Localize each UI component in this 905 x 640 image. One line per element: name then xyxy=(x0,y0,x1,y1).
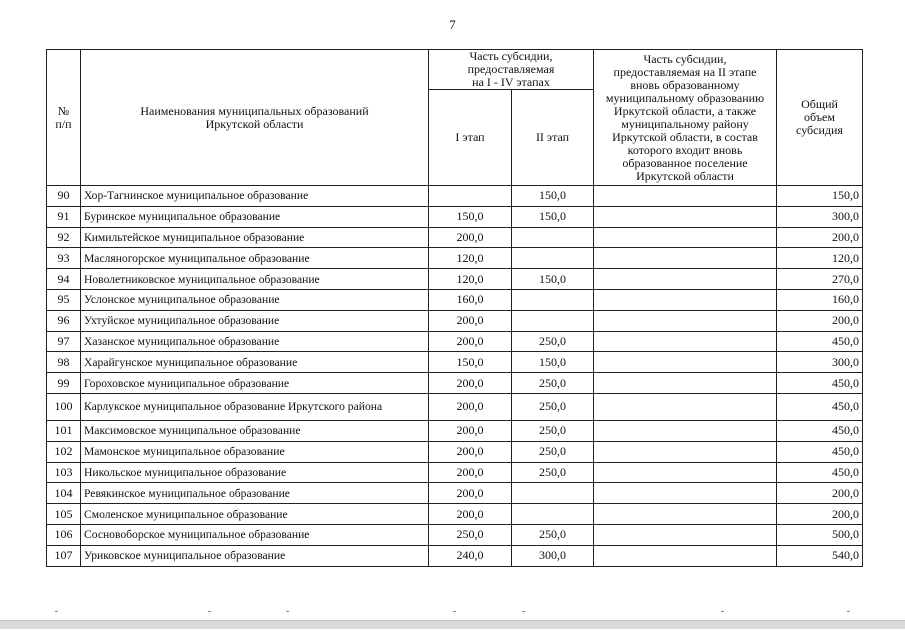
row-number: 92 xyxy=(47,227,81,248)
row-municipality-name: Никольское муниципальное образование xyxy=(81,462,429,483)
row-new-formation-value xyxy=(594,462,777,483)
row-total-value: 300,0 xyxy=(777,352,863,373)
row-stage-2-value: 150,0 xyxy=(512,206,594,227)
row-municipality-name: Мамонское муниципальное образование xyxy=(81,441,429,462)
table-row xyxy=(47,524,863,545)
row-total-value: 450,0 xyxy=(777,373,863,394)
row-stage-1-value: 200,0 xyxy=(429,462,512,483)
row-stage-2-value xyxy=(512,483,594,504)
row-number: 98 xyxy=(47,352,81,373)
row-total-value: 450,0 xyxy=(777,441,863,462)
row-municipality-name: Хор-Тагнинское муниципальное образование xyxy=(81,186,429,207)
row-stage-1-value: 200,0 xyxy=(429,504,512,525)
table-row xyxy=(47,310,863,331)
row-new-formation-value xyxy=(594,441,777,462)
row-new-formation-value xyxy=(594,373,777,394)
header-new-formation-part: Часть субсидии, предоставляемая на II этапе вновь образованному муниципальному образованию Иркутской области, а также муниципальному району Иркутской области, в состав которого входит вновь образованное поселение Иркутской области xyxy=(594,50,777,186)
header-total: Общий объем субсидия xyxy=(777,50,863,186)
row-municipality-name: Максимовское муниципальное образование xyxy=(81,420,429,441)
row-stage-2-value: 250,0 xyxy=(512,393,594,420)
scan-bottom-edge xyxy=(0,620,905,629)
row-municipality-name: Масляногорское муниципальное образование xyxy=(81,248,429,269)
page-number: 7 xyxy=(449,17,456,32)
row-stage-2-value: 150,0 xyxy=(512,269,594,290)
row-number: 95 xyxy=(47,289,81,310)
row-total-value: 450,0 xyxy=(777,331,863,352)
row-stage-2-value xyxy=(512,310,594,331)
table-row xyxy=(47,289,863,310)
row-stage-2-value xyxy=(512,504,594,525)
row-new-formation-value xyxy=(594,483,777,504)
row-number: 90 xyxy=(47,186,81,207)
row-stage-2-value: 250,0 xyxy=(512,441,594,462)
table-row xyxy=(47,248,863,269)
row-total-value: 200,0 xyxy=(777,227,863,248)
row-total-value: 300,0 xyxy=(777,206,863,227)
row-new-formation-value xyxy=(594,206,777,227)
table-row xyxy=(47,269,863,290)
header-stages-part: Часть субсидии, предоставляемая на I - IV этапах xyxy=(429,50,594,90)
row-municipality-name: Услонское муниципальное образование xyxy=(81,289,429,310)
row-number: 97 xyxy=(47,331,81,352)
table-row xyxy=(47,373,863,394)
row-stage-1-value: 240,0 xyxy=(429,545,512,566)
row-total-value: 150,0 xyxy=(777,186,863,207)
row-municipality-name: Ухтуйское муниципальное образование xyxy=(81,310,429,331)
row-total-value: 200,0 xyxy=(777,504,863,525)
row-new-formation-value xyxy=(594,310,777,331)
row-new-formation-value xyxy=(594,504,777,525)
row-number: 94 xyxy=(47,269,81,290)
row-number: 102 xyxy=(47,441,81,462)
row-total-value: 270,0 xyxy=(777,269,863,290)
row-total-value: 200,0 xyxy=(777,310,863,331)
row-total-value: 450,0 xyxy=(777,393,863,420)
table-row xyxy=(47,483,863,504)
row-new-formation-value xyxy=(594,331,777,352)
table-row xyxy=(47,393,863,420)
table-row xyxy=(47,504,863,525)
row-municipality-name: Уриковское муниципальное образование xyxy=(81,545,429,566)
row-new-formation-value xyxy=(594,524,777,545)
row-municipality-name: Гороховское муниципальное образование xyxy=(81,373,429,394)
row-municipality-name: Новолетниковское муниципальное образование xyxy=(81,269,429,290)
row-number: 103 xyxy=(47,462,81,483)
row-number: 99 xyxy=(47,373,81,394)
row-municipality-name: Смоленское муниципальное образование xyxy=(81,504,429,525)
row-stage-1-value: 200,0 xyxy=(429,373,512,394)
table-row xyxy=(47,227,863,248)
table-row xyxy=(47,441,863,462)
table-row xyxy=(47,331,863,352)
row-number: 91 xyxy=(47,206,81,227)
row-stage-2-value: 250,0 xyxy=(512,420,594,441)
row-new-formation-value xyxy=(594,186,777,207)
row-total-value: 200,0 xyxy=(777,483,863,504)
row-number: 100 xyxy=(47,393,81,420)
row-total-value: 540,0 xyxy=(777,545,863,566)
row-municipality-name: Харайгунское муниципальное образование xyxy=(81,352,429,373)
row-stage-2-value: 150,0 xyxy=(512,186,594,207)
row-stage-2-value: 250,0 xyxy=(512,331,594,352)
table-row xyxy=(47,186,863,207)
header-name: Наименования муниципальных образований Иркутской области xyxy=(81,50,429,186)
row-municipality-name: Кимильтейское муниципальное образование xyxy=(81,227,429,248)
row-municipality-name: Карлукское муниципальное образование Иркутского района xyxy=(81,393,429,420)
table-row xyxy=(47,206,863,227)
row-stage-2-value xyxy=(512,289,594,310)
row-total-value: 500,0 xyxy=(777,524,863,545)
row-number: 106 xyxy=(47,524,81,545)
row-municipality-name: Сосновоборское муниципальное образование xyxy=(81,524,429,545)
row-stage-2-value: 300,0 xyxy=(512,545,594,566)
scan-artifact-dots xyxy=(0,607,905,617)
row-stage-1-value: 200,0 xyxy=(429,441,512,462)
header-number: № п/п xyxy=(47,50,81,186)
row-municipality-name: Хазанское муниципальное образование xyxy=(81,331,429,352)
row-stage-1-value: 200,0 xyxy=(429,420,512,441)
row-stage-1-value: 150,0 xyxy=(429,352,512,373)
row-total-value: 450,0 xyxy=(777,420,863,441)
row-municipality-name: Ревякинское муниципальное образование xyxy=(81,483,429,504)
header-stage-1: I этап xyxy=(429,90,512,186)
row-new-formation-value xyxy=(594,352,777,373)
row-stage-2-value: 250,0 xyxy=(512,524,594,545)
table-row xyxy=(47,352,863,373)
row-stage-1-value: 200,0 xyxy=(429,331,512,352)
row-number: 107 xyxy=(47,545,81,566)
row-stage-1-value: 200,0 xyxy=(429,393,512,420)
row-stage-1-value: 120,0 xyxy=(429,269,512,290)
row-stage-2-value xyxy=(512,227,594,248)
table-row xyxy=(47,545,863,566)
row-stage-2-value xyxy=(512,248,594,269)
row-new-formation-value xyxy=(594,420,777,441)
row-stage-1-value: 200,0 xyxy=(429,483,512,504)
header-stage-2: II этап xyxy=(512,90,594,186)
row-new-formation-value xyxy=(594,289,777,310)
row-stage-2-value: 250,0 xyxy=(512,462,594,483)
row-new-formation-value xyxy=(594,248,777,269)
row-number: 96 xyxy=(47,310,81,331)
table-row xyxy=(47,420,863,441)
row-stage-1-value xyxy=(429,186,512,207)
row-total-value: 160,0 xyxy=(777,289,863,310)
row-new-formation-value xyxy=(594,393,777,420)
row-stage-1-value: 250,0 xyxy=(429,524,512,545)
row-total-value: 450,0 xyxy=(777,462,863,483)
row-stage-2-value: 250,0 xyxy=(512,373,594,394)
row-new-formation-value xyxy=(594,545,777,566)
row-number: 93 xyxy=(47,248,81,269)
subsidy-table xyxy=(46,49,863,567)
row-new-formation-value xyxy=(594,269,777,290)
row-stage-1-value: 150,0 xyxy=(429,206,512,227)
row-stage-2-value: 150,0 xyxy=(512,352,594,373)
row-new-formation-value xyxy=(594,227,777,248)
row-number: 105 xyxy=(47,504,81,525)
table-row xyxy=(47,462,863,483)
row-number: 101 xyxy=(47,420,81,441)
row-stage-1-value: 160,0 xyxy=(429,289,512,310)
table-body xyxy=(47,186,863,567)
row-total-value: 120,0 xyxy=(777,248,863,269)
row-stage-1-value: 120,0 xyxy=(429,248,512,269)
row-stage-1-value: 200,0 xyxy=(429,310,512,331)
row-number: 104 xyxy=(47,483,81,504)
row-stage-1-value: 200,0 xyxy=(429,227,512,248)
row-municipality-name: Буринское муниципальное образование xyxy=(81,206,429,227)
